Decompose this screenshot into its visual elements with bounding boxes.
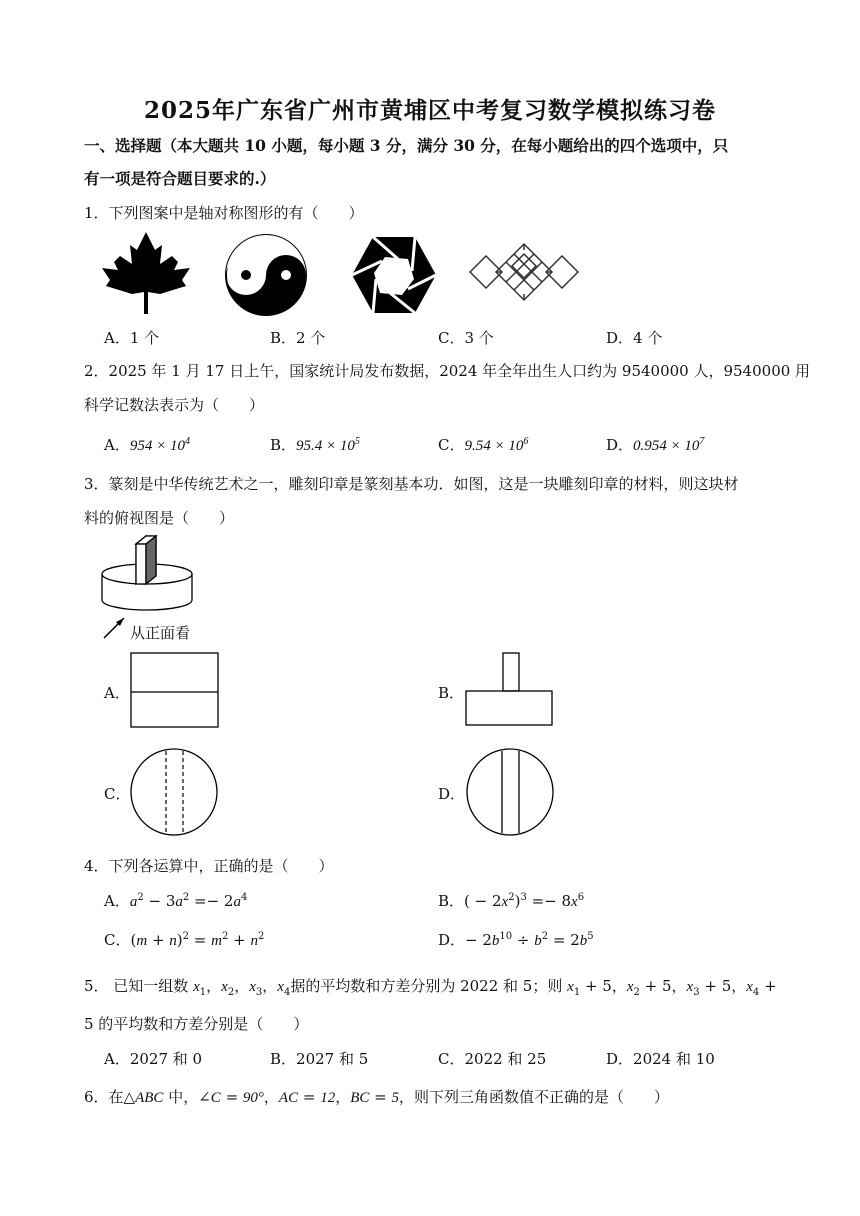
q4-option-d[interactable]: D．− $2b^{10} \div b^2 = 2b^5$ bbox=[438, 931, 594, 949]
q5-option-a[interactable]: A．2027 和 0 bbox=[104, 1050, 203, 1068]
q5-stem-line1: 5． 已知一组数 $x_1$，$x_2$，$x_3$，$x_4$据的平均数和方差分别为 2022 和 5；则 $x_1 + 5$，$x_2 + 5$，$x_3 + 5$，$x_4$ + bbox=[84, 977, 777, 998]
q2-stem-line2: 科学记数法表示为（ ） bbox=[84, 396, 265, 414]
q3-option-c-label[interactable]: C． bbox=[104, 785, 131, 803]
hexagon-aperture-figure bbox=[352, 235, 436, 315]
q3-option-b-label[interactable]: B． bbox=[438, 684, 465, 702]
q3-option-a-label[interactable]: A． bbox=[104, 684, 130, 702]
q1-stem: 1．下列图案中是轴对称图形的有（ ） bbox=[84, 204, 364, 222]
page-title: 2025年广东省广州市黄埔区中考复习数学模拟练习卷 bbox=[143, 97, 716, 124]
section-heading-line2: 有一项是符合题目要求的.） bbox=[84, 169, 276, 188]
q2-option-b[interactable]: B．$95.4 \times 10^5$ bbox=[270, 436, 360, 454]
q1-option-d[interactable]: D．4 个 bbox=[606, 329, 663, 347]
q4-stem: 4．下列各运算中，正确的是（ ） bbox=[84, 857, 334, 875]
maple-leaf-figure bbox=[100, 232, 192, 314]
section-heading-line1: 一、选择题（本大题共 10 小题，每小题 3 分，满分 30 分，在每小题给出的四个选项中，只 bbox=[84, 136, 729, 155]
yin-yang-figure bbox=[224, 233, 308, 317]
q5-option-c[interactable]: C．2022 和 25 bbox=[438, 1050, 547, 1068]
q3-option-d-figure[interactable] bbox=[464, 748, 556, 836]
q3-option-c-figure[interactable] bbox=[128, 748, 220, 836]
q2-stem-line1: 2．2025 年 1 月 17 日上午，国家统计局发布数据，2024 年全年出生人口约为 9540000 人，9540000 用 bbox=[84, 362, 811, 380]
q2-option-d[interactable]: D．$0.954 \times 10^7$ bbox=[606, 436, 705, 454]
q1-option-c[interactable]: C．3 个 bbox=[438, 329, 494, 347]
q2-option-c[interactable]: C．$9.54 \times 10^6$ bbox=[438, 436, 529, 454]
q5-option-d[interactable]: D．2024 和 10 bbox=[606, 1050, 715, 1068]
q1-option-a[interactable]: A．1 个 bbox=[104, 329, 160, 347]
q3-stem-line1: 3．篆刻是中华传统艺术之一，雕刻印章是篆刻基本功．如图，这是一块雕刻印章的材料，则这块材 bbox=[84, 475, 739, 493]
q6-stem: 6．在△ABC 中，∠C = 90°，AC = 12，BC = 5，则下列三角函数值不正确的是（ ） bbox=[84, 1088, 670, 1106]
q3-option-d-label[interactable]: D． bbox=[438, 785, 466, 803]
q1-option-b[interactable]: B．2 个 bbox=[270, 329, 326, 347]
q5-stem-line2: 5 的平均数和方差分别是（ ） bbox=[84, 1015, 309, 1033]
chinese-knot-figure bbox=[468, 240, 580, 304]
q2-option-a[interactable]: A．$954 \times 10^4$ bbox=[104, 436, 190, 454]
q5-option-b[interactable]: B．2027 和 5 bbox=[270, 1050, 369, 1068]
q3-option-a-figure[interactable] bbox=[130, 652, 220, 728]
q3-option-b-figure[interactable] bbox=[464, 652, 554, 728]
q4-option-c[interactable]: C．$(m + n)^2 = m^2 + n^2$ bbox=[104, 931, 265, 949]
q4-option-b[interactable]: B．( − $2x^2)^3 =- 8x^6$ bbox=[438, 892, 585, 910]
view-direction-label: 从正面看 bbox=[130, 624, 191, 642]
q4-option-a[interactable]: A．$a^2 - 3a^2 =- 2a^4$ bbox=[104, 892, 248, 910]
q3-stem-line2: 料的俯视图是（ ） bbox=[84, 509, 235, 527]
